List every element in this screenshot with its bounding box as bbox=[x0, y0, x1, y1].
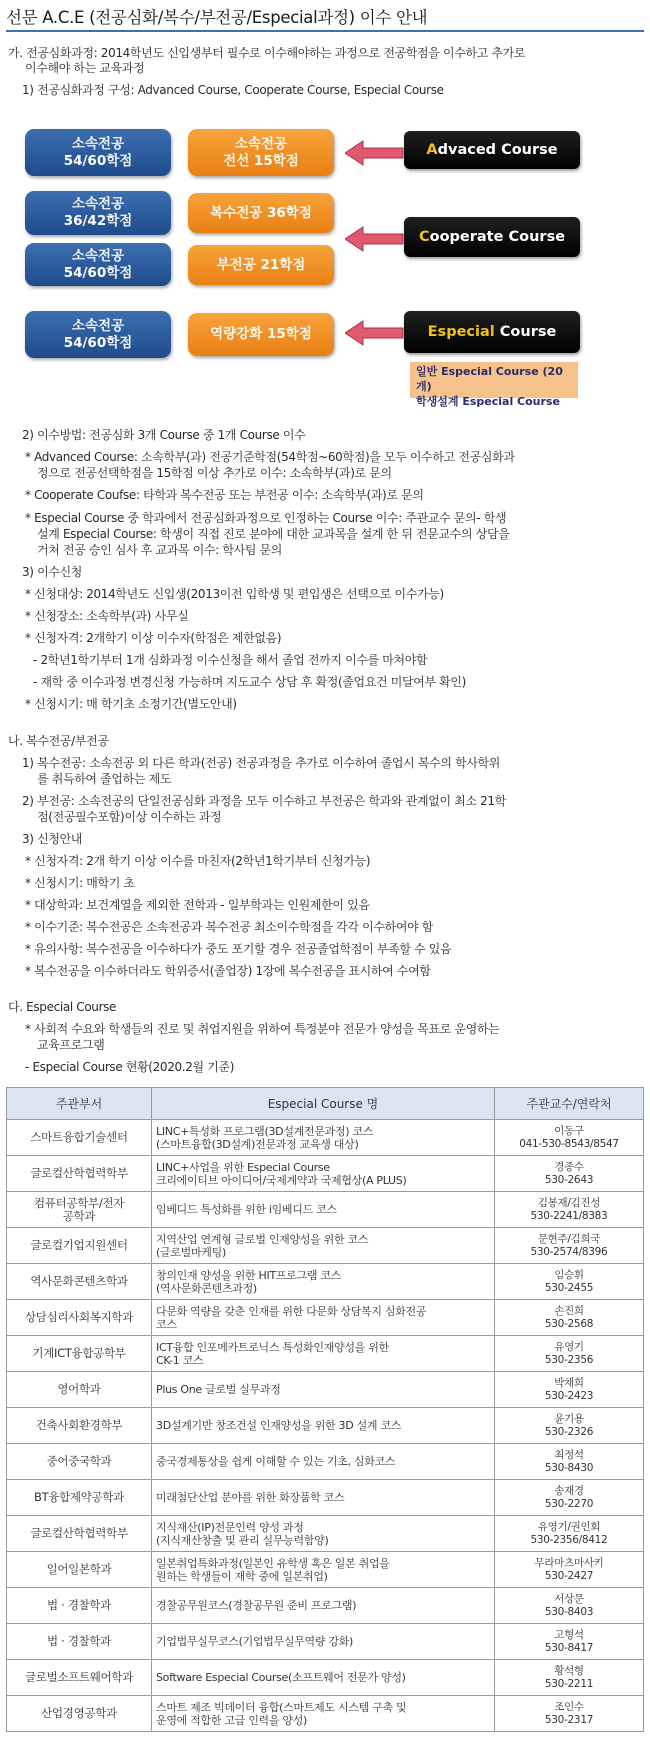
text-line: 를 취득하여 졸업하는 제도 bbox=[37, 772, 172, 786]
dept-cell bbox=[7, 1372, 152, 1408]
cell-line: Plus One 글로벌 실무과정 bbox=[156, 1383, 281, 1396]
text-line: * 신청시기: 매학기 초 bbox=[25, 876, 135, 890]
table-row bbox=[7, 1372, 644, 1408]
cell-line: 530-2241/8383 bbox=[530, 1209, 608, 1222]
course-cell bbox=[152, 1408, 495, 1444]
page-title: 선문 A.C.E (전공심화/복수/부전공/Especial과정) 이수 안내 bbox=[6, 8, 428, 27]
prof-cell bbox=[495, 1480, 644, 1516]
column-header: 주관부서 bbox=[7, 1088, 152, 1120]
cell-line: 역사문화콘텐츠학과 bbox=[30, 1274, 128, 1288]
elective-credit-box bbox=[188, 129, 334, 176]
dept-cell bbox=[7, 1660, 152, 1696]
major-credit-box bbox=[25, 191, 171, 235]
double-major-box bbox=[188, 193, 334, 233]
prof-cell bbox=[495, 1192, 644, 1228]
prof-cell bbox=[495, 1264, 644, 1300]
cell-line: (역사문화콘텐츠과정) bbox=[156, 1281, 257, 1295]
course-cell bbox=[152, 1516, 495, 1552]
box-line: 소속전공 bbox=[71, 247, 125, 264]
table-body bbox=[7, 1120, 644, 1732]
cell-line: 스마트융합기술센터 bbox=[30, 1130, 128, 1144]
course-cell bbox=[152, 1588, 495, 1624]
course-cell bbox=[152, 1264, 495, 1300]
box-line: 전선 15학점 bbox=[223, 152, 299, 169]
cell-line: 지역산업 연계형 글로벌 인재양성을 위한 코스 bbox=[156, 1232, 369, 1246]
note-line: 일반 Especial Course (20개) bbox=[416, 365, 563, 393]
column-header: Especial Course 명 bbox=[152, 1088, 495, 1120]
prof-cell bbox=[495, 1660, 644, 1696]
box-line: 54/60학점 bbox=[63, 152, 133, 169]
text-line: * 신청대상: 2014학년도 신입생(2013이전 입학생 및 편입생은 선택으로 이수가능) bbox=[25, 587, 444, 601]
table-row bbox=[7, 1192, 644, 1228]
course-name: Course bbox=[494, 323, 557, 340]
cell-line: 유영기/권인회 bbox=[537, 1520, 601, 1533]
dept-cell bbox=[7, 1156, 152, 1192]
cell-line: 스마트 제조 빅데이터 융합(스마트제도 시스템 구축 및 bbox=[156, 1700, 407, 1714]
text-line: * Cooperate Coufse: 타학과 복수전공 또는 부전공 이수: 소속학부(과)로 문의 bbox=[25, 488, 424, 502]
text-line: * Advanced Course: 소속학부(과) 전공기준학점(54학점~60학점)을 모두 이수하고 전공심화과 bbox=[25, 450, 515, 464]
course-cell bbox=[152, 1660, 495, 1696]
cell-line: 무라마츠마사키 bbox=[534, 1556, 604, 1569]
prof-cell bbox=[495, 1408, 644, 1444]
cell-line: 임베디드 특성화를 위한 i임베디드 코스 bbox=[156, 1203, 337, 1216]
cell-line: 최정석 bbox=[554, 1448, 584, 1461]
box-line: 복수전공 36학점 bbox=[210, 204, 312, 221]
cell-line: (스마트융합(3D설계)전문과정 교육생 대상) bbox=[156, 1137, 359, 1151]
especial-course-table bbox=[6, 1087, 644, 1732]
cell-line: 530-2423 bbox=[544, 1389, 594, 1402]
section-heading: 나. 복수전공/부전공 bbox=[8, 734, 109, 748]
cell-line: 다문화 역량을 갖춘 인재를 위한 다문화 상담복지 심화전공 bbox=[156, 1304, 427, 1318]
cell-line: 일본취업특화과정(일본인 유학생 혹은 일본 취업을 bbox=[156, 1556, 390, 1570]
competency-box bbox=[188, 313, 334, 356]
dept-cell bbox=[7, 1264, 152, 1300]
box-line: 36/42학점 bbox=[63, 213, 133, 229]
cell-line: 건축사회환경학부 bbox=[35, 1418, 123, 1432]
prof-cell bbox=[495, 1300, 644, 1336]
cell-line: 지식재산(IP)전문인력 양성 과정 bbox=[156, 1520, 304, 1534]
table-row bbox=[7, 1300, 644, 1336]
cell-line: 기업법무실무코스(기업법무실무역량 강화) bbox=[156, 1635, 354, 1648]
course-name: ooperate Course bbox=[429, 228, 566, 245]
table-row bbox=[7, 1624, 644, 1660]
cell-line: 유영기 bbox=[554, 1340, 584, 1353]
cell-line: LINC+사업을 위한 Especial Course bbox=[156, 1160, 330, 1174]
text-line: * 이수기준: 복수전공은 소속전공과 복수전공 최소이수학점을 각각 이수하여야 함 bbox=[25, 920, 434, 934]
table-row bbox=[7, 1660, 644, 1696]
text-line: 3) 이수신청 bbox=[22, 565, 83, 579]
text-line: 2) 이수방법: 전공심화 3개 Course 중 1개 Course 이수 bbox=[22, 428, 306, 442]
table-row bbox=[7, 1696, 644, 1732]
major-credit-box bbox=[25, 129, 171, 176]
section-heading: 다. Especial Course bbox=[8, 1000, 117, 1014]
table-row bbox=[7, 1336, 644, 1372]
prof-cell bbox=[495, 1624, 644, 1660]
cell-line: 530-2568 bbox=[544, 1317, 594, 1330]
text-line: * 사회적 수요와 학생들의 진로 및 취업지원을 위하여 특정분야 전문가 양성을 목표로 운영하는 bbox=[25, 1022, 500, 1036]
cell-line: 경찰공무원코스(경찰공무원 준비 프로그램) bbox=[156, 1599, 357, 1612]
table-row bbox=[7, 1552, 644, 1588]
cell-line: 글로컬산학협력학부 bbox=[30, 1526, 128, 1540]
dept-cell bbox=[7, 1552, 152, 1588]
text-line: * 유의사항: 복수전공을 이수하다가 중도 포기할 경우 전공졸업학점이 부족할 수 있음 bbox=[25, 942, 452, 956]
prof-cell bbox=[495, 1588, 644, 1624]
text-line: * Especial Course 중 학과에서 전공심화과정으로 인정하는 Course 이수: 주관교수 문의- 학생 bbox=[25, 511, 507, 525]
box-line: 역량강화 15학점 bbox=[210, 326, 312, 342]
text-line: 교육프로그램 bbox=[37, 1038, 105, 1052]
course-cell bbox=[152, 1336, 495, 1372]
cell-line: 일어일본학과 bbox=[46, 1562, 112, 1576]
advanced-course-box bbox=[404, 131, 580, 169]
text-line: * 신청자격: 2개학기 이상 이수자(학점은 제한없음) bbox=[25, 631, 282, 645]
table-row bbox=[7, 1480, 644, 1516]
cell-line: CK-1 코스 bbox=[156, 1353, 204, 1367]
cell-line: 송재경 bbox=[554, 1484, 584, 1497]
cell-line: 530-2270 bbox=[544, 1497, 594, 1510]
cell-line: 컴퓨터공학부/전자 bbox=[33, 1195, 125, 1210]
cell-line: 코스 bbox=[156, 1317, 177, 1331]
title-underline bbox=[6, 30, 644, 32]
arrow-left-icon bbox=[345, 225, 407, 253]
dept-cell bbox=[7, 1516, 152, 1552]
cell-line: 박채희 bbox=[554, 1376, 584, 1389]
cell-line: 중국경제통상을 쉽게 이해할 수 있는 기초, 심화코스 bbox=[156, 1455, 396, 1468]
cell-line: 글로컬기업지원센터 bbox=[30, 1238, 128, 1252]
cell-line: 530-2326 bbox=[544, 1425, 594, 1438]
cell-line: 530-2317 bbox=[544, 1713, 594, 1726]
course-name: dvaced Course bbox=[437, 141, 558, 158]
course-cell bbox=[152, 1372, 495, 1408]
course-initial: Especial bbox=[427, 323, 495, 340]
text-line: * 신청시기: 매 학기초 소정기간(별도안내) bbox=[25, 697, 237, 711]
especial-course-note bbox=[410, 362, 578, 408]
prof-cell bbox=[495, 1120, 644, 1156]
cell-line: 임승휘 bbox=[554, 1268, 584, 1281]
text-line: 정으로 전공선택학점을 15학점 이상 추가로 이수: 소속학부(과)로 문의 bbox=[37, 466, 392, 480]
cell-line: 3D설계기반 창조건설 인재양성을 위한 3D 설계 코스 bbox=[156, 1419, 402, 1432]
cell-line: 이동구 bbox=[554, 1124, 584, 1137]
table-row bbox=[7, 1264, 644, 1300]
box-line: 소속전공 bbox=[71, 317, 125, 334]
cell-line: 김봉재/김진성 bbox=[537, 1196, 601, 1209]
dept-cell bbox=[7, 1696, 152, 1732]
cell-line: 530-2643 bbox=[544, 1173, 594, 1186]
dept-cell bbox=[7, 1120, 152, 1156]
prof-cell bbox=[495, 1552, 644, 1588]
cell-line: 530-8403 bbox=[544, 1605, 594, 1618]
table-row bbox=[7, 1228, 644, 1264]
cell-line: 530-8430 bbox=[544, 1461, 594, 1474]
course-cell bbox=[152, 1156, 495, 1192]
cell-line: 윤기용 bbox=[554, 1412, 584, 1425]
cell-line: 중어중국학과 bbox=[46, 1454, 112, 1468]
dept-cell bbox=[7, 1624, 152, 1660]
dept-cell bbox=[7, 1336, 152, 1372]
cell-line: 황석형 bbox=[554, 1664, 584, 1677]
cell-line: 크리에이티브 아이디어/국제계약과 국제협상(A PLUS) bbox=[156, 1173, 407, 1187]
prof-cell bbox=[495, 1156, 644, 1192]
cell-line: 530-2356 bbox=[544, 1353, 594, 1366]
cell-line: ICT융합 인포메카트로닉스 특성화인재양성을 위한 bbox=[156, 1340, 389, 1354]
cell-line: 530-8417 bbox=[544, 1641, 594, 1654]
table-row bbox=[7, 1516, 644, 1552]
dept-cell bbox=[7, 1300, 152, 1336]
text-line: 3) 신청안내 bbox=[22, 832, 83, 846]
box-line: 54/60학점 bbox=[63, 334, 133, 351]
cell-line: 조인수 bbox=[554, 1700, 584, 1713]
prof-cell bbox=[495, 1228, 644, 1264]
cell-line: 산업경영공학과 bbox=[41, 1706, 117, 1720]
text-line: - Especial Course 현황(2020.2월 기준) bbox=[25, 1060, 235, 1074]
dept-cell bbox=[7, 1408, 152, 1444]
arrow-left-icon bbox=[345, 319, 407, 347]
box-line: 소속전공 bbox=[234, 135, 288, 152]
especial-course-box bbox=[404, 311, 580, 353]
cell-line: 원하는 학생들이 재학 중에 일본취업) bbox=[156, 1569, 328, 1583]
prof-cell bbox=[495, 1516, 644, 1552]
text-line: 1) 전공심화과정 구성: Advanced Course, Cooperate Course, Especial Course bbox=[22, 83, 444, 97]
text-line: 거쳐 전공 승인 심사 후 교과목 이수: 학사팀 문의 bbox=[37, 543, 283, 557]
cell-line: Software Especial Course(소프트웨어 전문가 양성) bbox=[156, 1671, 406, 1684]
major-credit-box bbox=[25, 311, 171, 358]
table-row bbox=[7, 1156, 644, 1192]
cell-line: LINC+특성화 프로그램(3D설계전문과정) 코스 bbox=[156, 1124, 374, 1138]
course-cell bbox=[152, 1228, 495, 1264]
prof-cell bbox=[495, 1372, 644, 1408]
box-line: 부전공 21학점 bbox=[216, 256, 306, 273]
course-cell bbox=[152, 1480, 495, 1516]
note-line: 학생설계 Especial Course bbox=[416, 395, 560, 408]
cell-line: 법 · 경찰학과 bbox=[46, 1598, 112, 1612]
cell-line: 법 · 경찰학과 bbox=[46, 1634, 112, 1648]
cell-line: 041-530-8543/8547 bbox=[519, 1137, 619, 1150]
text-line: 1) 복수전공: 소속전공 외 다른 학과(전공) 전공과정을 추가로 이수하여 졸업시 복수의 학사학위 bbox=[22, 756, 501, 770]
course-cell bbox=[152, 1120, 495, 1156]
text-line: - 재학 중 이수과정 변경신청 가능하며 지도교수 상담 후 확정(졸업요건 미달여부 확인) bbox=[33, 675, 466, 689]
course-initial: A bbox=[426, 141, 438, 158]
course-cell bbox=[152, 1696, 495, 1732]
cell-line: 고형석 bbox=[554, 1628, 584, 1641]
text-line: 점(전공필수포함)이상 이수하는 과정 bbox=[37, 810, 222, 824]
prof-cell bbox=[495, 1696, 644, 1732]
text-line: 가. 전공심화과정: 2014학년도 신입생부터 필수로 이수해야하는 과정으로 전공학점을 이수하고 추가로 bbox=[8, 46, 526, 60]
column-header: 주관교수/연락처 bbox=[495, 1088, 644, 1120]
cooperate-course-box bbox=[404, 217, 580, 257]
cell-line: 운영에 적합한 고급 인력을 양성) bbox=[156, 1713, 308, 1727]
course-cell bbox=[152, 1552, 495, 1588]
dept-cell bbox=[7, 1228, 152, 1264]
cell-line: (지식재산창출 및 관리 실무능력함양) bbox=[156, 1533, 329, 1547]
table-row bbox=[7, 1120, 644, 1156]
text-line: - 2학년1학기부터 1개 심화과정 이수신청을 해서 졸업 전까지 이수를 마쳐야함 bbox=[33, 653, 428, 667]
text-line: * 복수전공을 이수하더라도 학위증서(졸업장) 1장에 복수전공을 표시하여 수여함 bbox=[25, 964, 431, 978]
cell-line: 문현주/김희국 bbox=[537, 1232, 601, 1245]
cell-line: 글로컬산학협력학부 bbox=[30, 1166, 128, 1180]
cell-line: 530-2211 bbox=[544, 1677, 594, 1690]
text-line: * 신청장소: 소속학부(과) 사무실 bbox=[25, 609, 189, 623]
table-header-row bbox=[7, 1088, 644, 1120]
course-cell bbox=[152, 1192, 495, 1228]
cell-line: BT융합제약공학과 bbox=[34, 1490, 124, 1504]
prof-cell bbox=[495, 1444, 644, 1480]
course-initial: C bbox=[418, 228, 430, 245]
table-row bbox=[7, 1408, 644, 1444]
major-credit-box bbox=[25, 243, 171, 286]
course-cell bbox=[152, 1444, 495, 1480]
box-line: 소속전공 bbox=[71, 135, 125, 152]
cell-line: 기계ICT융합공학부 bbox=[32, 1346, 126, 1360]
cell-line: 530-2427 bbox=[544, 1569, 594, 1582]
cell-line: 서상문 bbox=[554, 1592, 584, 1605]
box-line: 소속전공 bbox=[71, 196, 125, 212]
table-row bbox=[7, 1588, 644, 1624]
cell-line: 미래첨단산업 분야를 위한 화장품학 코스 bbox=[156, 1491, 345, 1504]
cell-line: 영어학과 bbox=[57, 1382, 101, 1396]
dept-cell bbox=[7, 1588, 152, 1624]
cell-line: 530-2574/8396 bbox=[530, 1245, 608, 1258]
cell-line: 손진희 bbox=[554, 1304, 584, 1317]
prof-cell bbox=[495, 1336, 644, 1372]
dept-cell bbox=[7, 1444, 152, 1480]
text-line: * 신청자격: 2개 학기 이상 이수를 마친자(2학년1학기부터 신청가능) bbox=[25, 854, 371, 868]
box-line: 54/60학점 bbox=[63, 264, 133, 281]
dept-cell bbox=[7, 1480, 152, 1516]
cell-line: (글로벌마케팅) bbox=[156, 1245, 226, 1259]
cell-line: 글로벌소프트웨어학과 bbox=[24, 1670, 134, 1684]
dept-cell bbox=[7, 1192, 152, 1228]
minor-box bbox=[188, 245, 334, 285]
cell-line: 경종수 bbox=[554, 1160, 584, 1173]
text-line: 설계 Especial Course: 학생이 직접 진로 분야에 대한 교과목을 설계 한 뒤 전문교수의 상담을 bbox=[37, 527, 510, 541]
cell-line: 530-2356/8412 bbox=[530, 1533, 608, 1546]
table-row bbox=[7, 1444, 644, 1480]
cell-line: 530-2455 bbox=[544, 1281, 594, 1294]
text-line: * 대상학과: 보건계열을 제외한 전학과 - 일부학과는 인원제한이 있음 bbox=[25, 898, 370, 912]
course-cell bbox=[152, 1624, 495, 1660]
cell-line: 상담심리사회복지학과 bbox=[24, 1310, 134, 1324]
cell-line: 창의인재 양성을 위한 HIT프로그램 코스 bbox=[156, 1268, 342, 1282]
text-line: 2) 부전공: 소속전공의 단일전공심화 과정을 모두 이수하고 부전공은 학과와 관계없이 최소 21학 bbox=[22, 794, 506, 808]
text-line: 이수해야 하는 교육과정 bbox=[25, 61, 145, 75]
cell-line: 공학과 bbox=[62, 1208, 96, 1223]
arrow-left-icon bbox=[345, 139, 407, 167]
course-cell bbox=[152, 1300, 495, 1336]
